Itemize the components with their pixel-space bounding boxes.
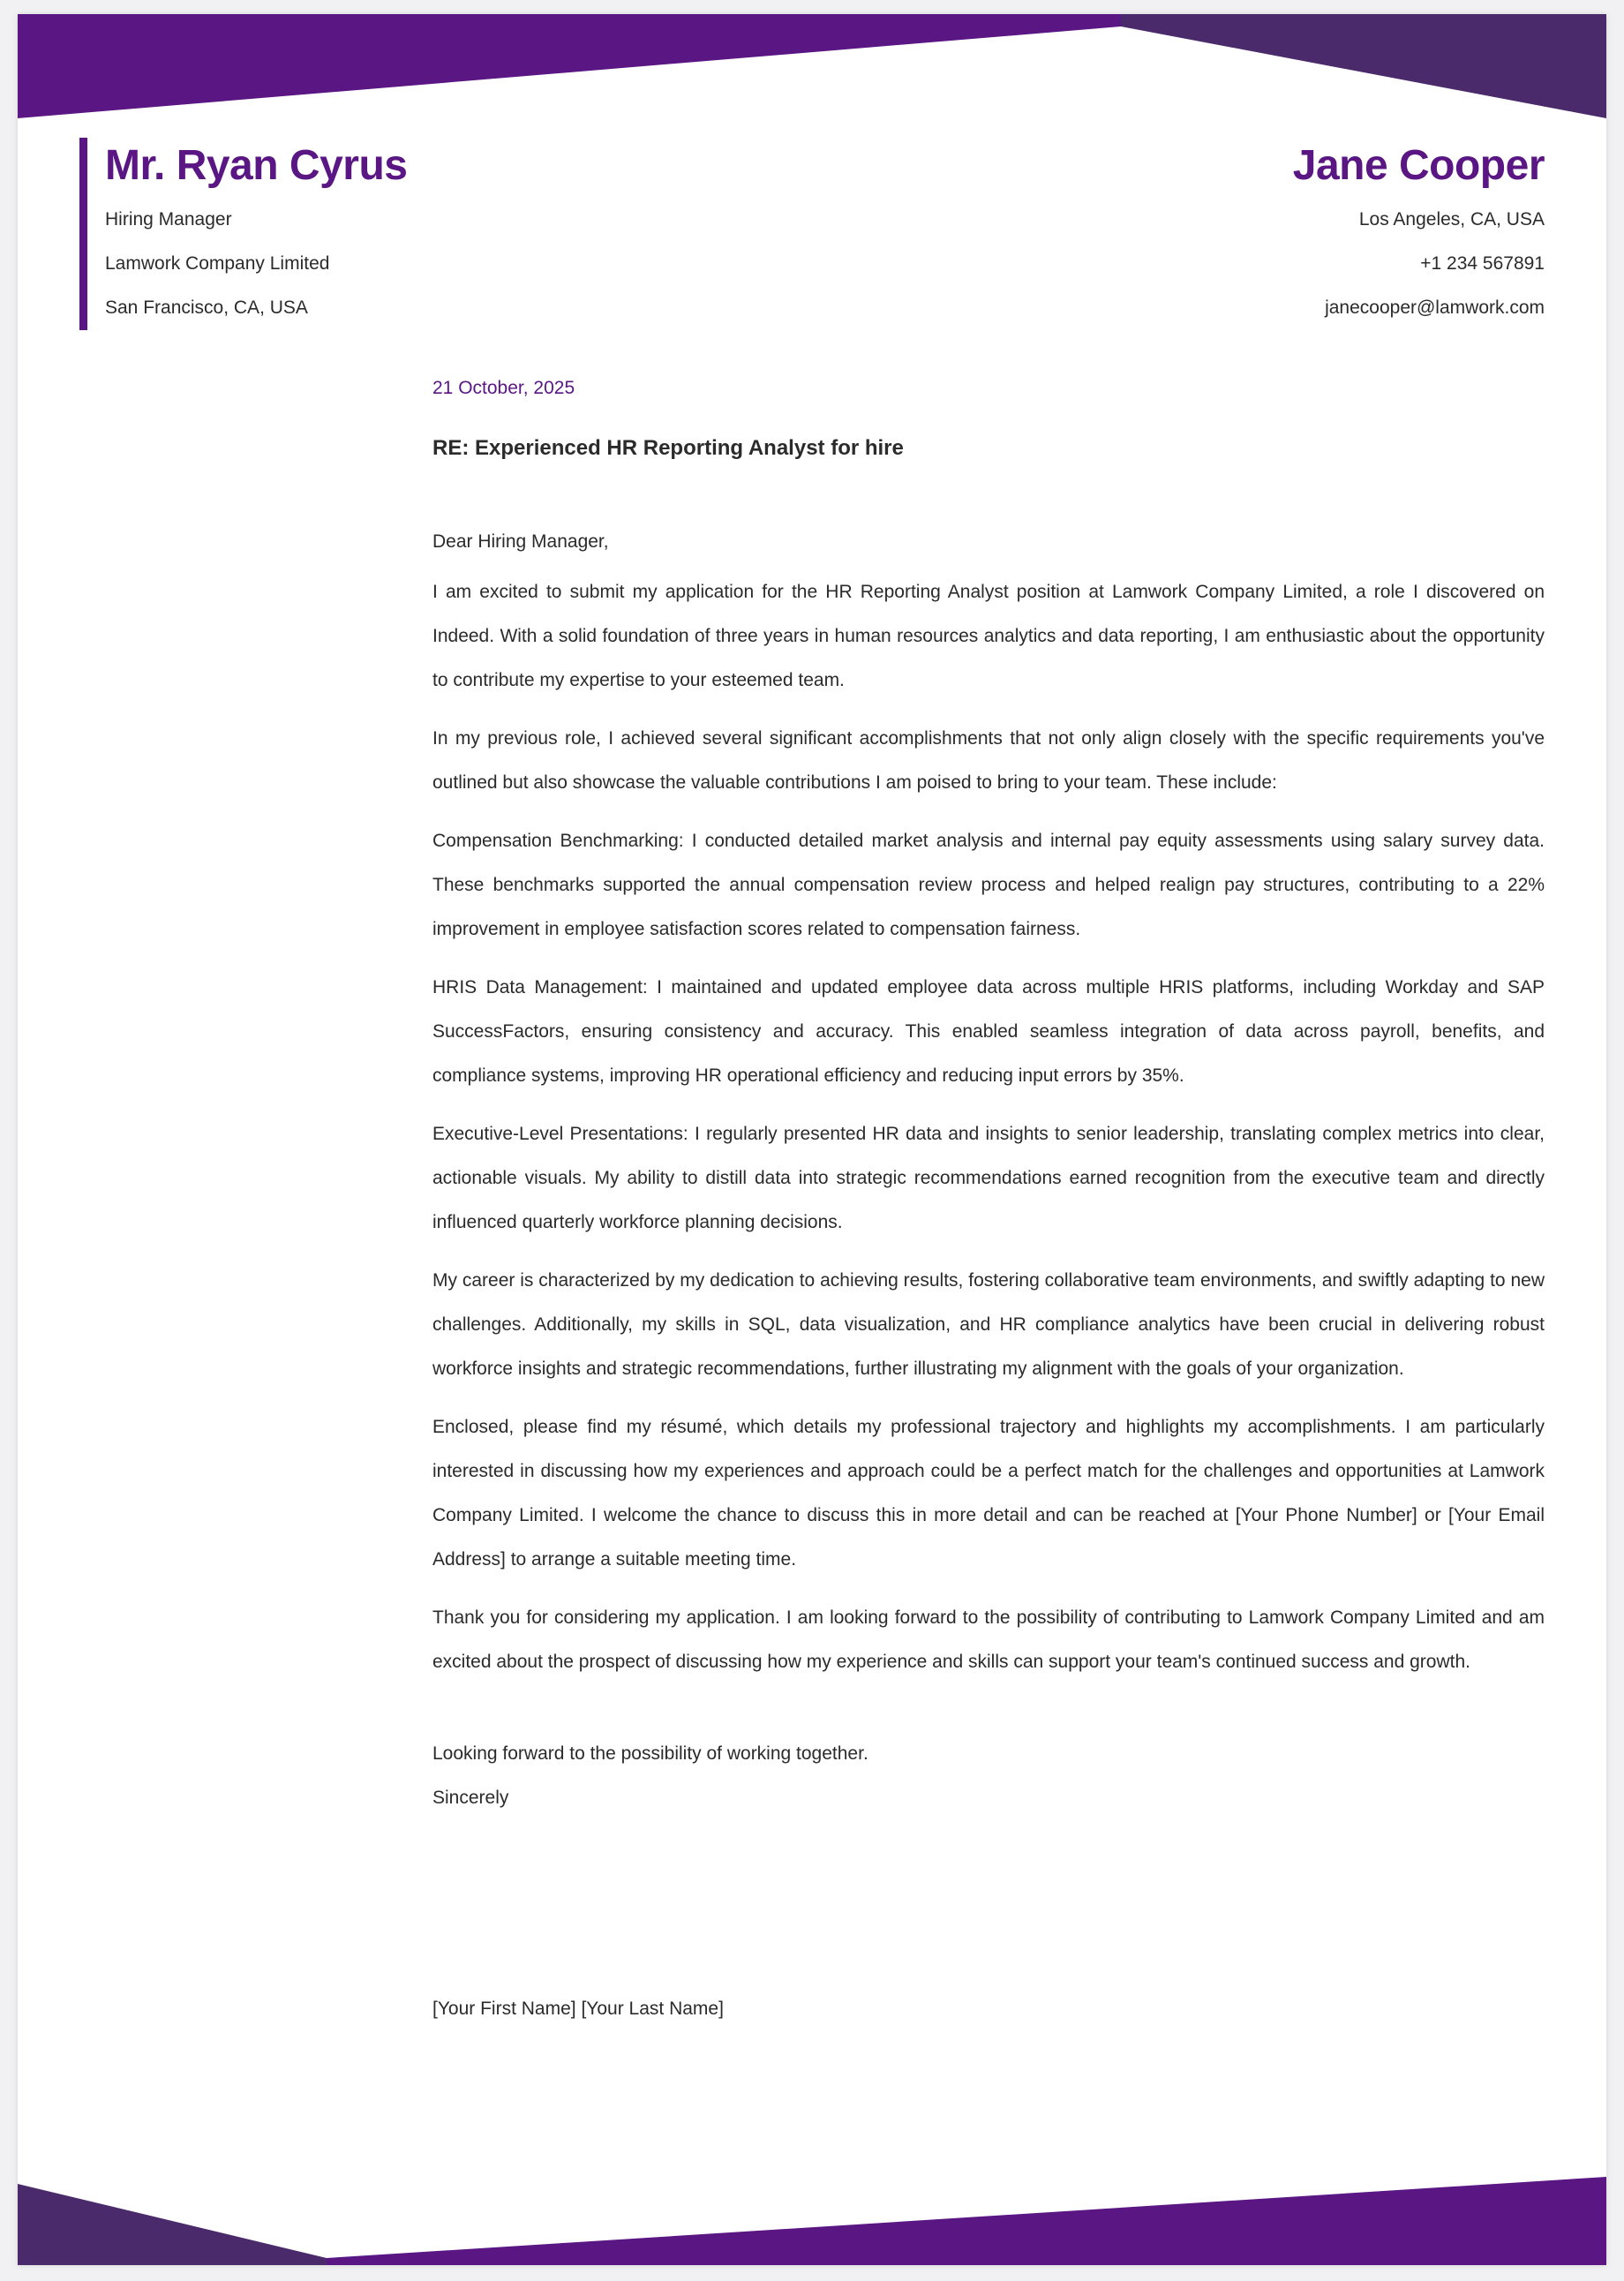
paragraph-hris: HRIS Data Management: I maintained and updated employee data across multiple HRIS platforms, including Workday and SAP SuccessFactors, ensuring consistency and accuracy. This enabled seamless integration of data across payroll, benefits, and compliance systems, improving HR operational efficiency and reducing input errors by 35%. [432, 977, 1545, 1086]
recipient-location: San Francisco, CA, USA [105, 297, 308, 318]
paragraph-compensation: Compensation Benchmarking: I conducted detailed market analysis and internal pay equity assessments using salary survey data. These benchmarks supported the annual compensation review process and helped realign pay structures, contributing to a 22% improvement in employee satisfaction scores related to compensation fairness. [432, 831, 1545, 939]
paragraph-career: My career is characterized by my dedication to achieving results, fostering collaborative team environments, and swiftly adapting to new challenges. Additionally, my skills in SQL, data visualization, and HR compliance analytics have been crucial in delivering robust workforce insights and strategic recommendations, further illustrating my alignment with the goals of your organization. [432, 1270, 1545, 1379]
sender-email: janecooper@lamwork.com [1325, 297, 1545, 318]
recipient-name: Mr. Ryan Cyrus [105, 142, 408, 189]
paragraph-intro: I am excited to submit my application for the HR Reporting Analyst position at Lamwork Company Limited, a role I discovered on Indeed. With a solid foundation of three years in human resources analytics and data reporting, I am enthusiastic about the opportunity to contribute my expertise to your esteemed team. [432, 582, 1545, 690]
signature: [Your First Name] [Your Last Name] [432, 1999, 724, 2019]
letter-subject: RE: Experienced HR Reporting Analyst for hire [432, 436, 904, 460]
footer-decoration [18, 2177, 1606, 2265]
closing-block [432, 1732, 1545, 1820]
sender-location: Los Angeles, CA, USA [1358, 209, 1545, 230]
letter-page [18, 14, 1606, 2265]
letter-body [432, 374, 1545, 2023]
sender-name: Jane Cooper [1292, 142, 1545, 189]
recipient-company: Lamwork Company Limited [105, 253, 330, 274]
paragraph-thanks: Thank you for considering my application. I am looking forward to the possibility of contributing to Lamwork Company Limited and am excited about the prospect of discussing how my experience and skills can support your team's continued success and growth. [432, 1607, 1545, 1672]
sender-block [1293, 138, 1545, 330]
header-decoration [18, 14, 1606, 120]
paragraph-enclosed: Enclosed, please find my résumé, which details my professional trajectory and highlights my accomplishments. I am particularly interested in discussing how my experiences and approach could be a perfect match for the challenges and opportunities at Lamwork Company Limited. I welcome the chance to discuss this in more detail and can be reached at [Your Phone Number] or [Your Email Address] to arrange a suitable meeting time. [432, 1417, 1545, 1570]
recipient-title: Hiring Manager [105, 209, 232, 230]
footer-band-right [327, 2177, 1606, 2265]
closing-line: Looking forward to the possibility of working together. [432, 1743, 868, 1764]
paragraph-presentations: Executive-Level Presentations: I regularly presented HR data and insights to senior leadership, translating complex metrics into clear, actionable visuals. My ability to distill data into strategic recommendations earned recognition from the executive team and directly influenced quarterly workforce planning decisions. [432, 1124, 1545, 1232]
sender-phone: +1 234 567891 [1420, 253, 1545, 274]
recipient-block [79, 138, 407, 330]
header-band-left [18, 14, 1121, 118]
paragraph-accomplishments: In my previous role, I achieved several significant accomplishments that not only align closely with the specific requirements you've outlined but also showcase the valuable contributions I am poised to bring to your team. These include: [432, 728, 1545, 793]
header-band-right [1121, 14, 1606, 118]
footer-band-left [18, 2184, 327, 2265]
salutation: Dear Hiring Manager, [432, 531, 609, 552]
letter-date: 21 October, 2025 [432, 378, 575, 398]
sign-off: Sincerely [432, 1788, 509, 1808]
